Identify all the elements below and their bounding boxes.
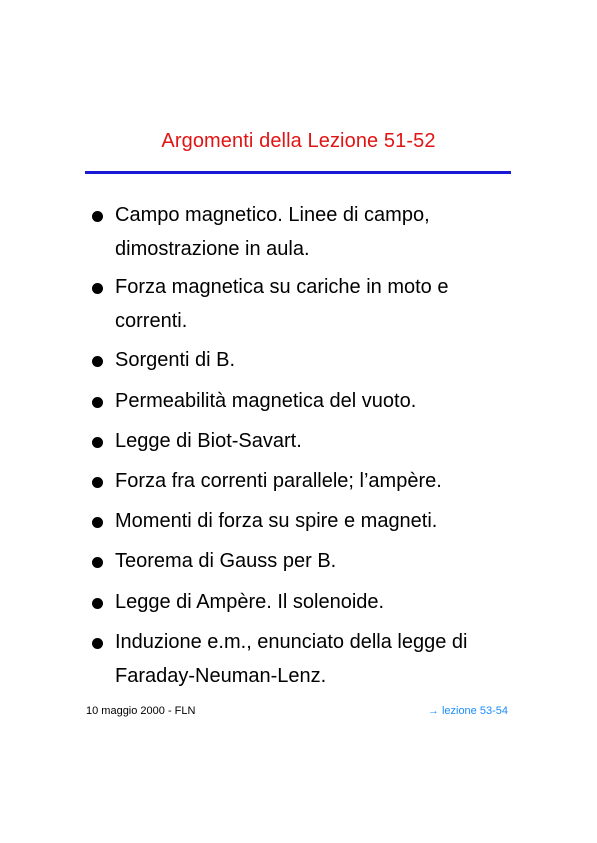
next-lesson-link[interactable] xyxy=(428,705,508,717)
bullet-icon xyxy=(92,517,103,528)
bullet-icon xyxy=(92,598,103,609)
list-item xyxy=(92,625,512,693)
bullet-icon xyxy=(92,356,103,367)
bullet-icon xyxy=(92,283,103,294)
arrow-right-icon: → xyxy=(427,705,439,717)
bullet-icon xyxy=(92,557,103,568)
list-item-text: Campo magnetico. Linee di campo, dimostrazione in aula. xyxy=(115,204,430,260)
list-item xyxy=(92,464,512,498)
list-item xyxy=(92,504,512,538)
list-item-text: Teorema di Gauss per B. xyxy=(115,550,337,572)
bullet-icon xyxy=(92,437,103,448)
list-item-text: Momenti di forza su spire e magneti. xyxy=(115,510,438,532)
list-item xyxy=(92,585,512,619)
slide-title: Argomenti della Lezione 51-52 xyxy=(161,130,436,152)
list-item xyxy=(92,198,512,266)
next-lesson-label: lezione 53-54 xyxy=(441,705,508,717)
bullet-icon xyxy=(92,477,103,488)
list-item-text: Legge di Biot-Savart. xyxy=(115,430,302,452)
list-item-text: Forza magnetica su cariche in moto e correnti. xyxy=(115,276,449,332)
bullet-icon xyxy=(92,638,103,649)
list-item xyxy=(92,544,512,578)
list-item xyxy=(92,343,512,377)
list-item xyxy=(92,424,512,458)
list-item xyxy=(92,384,512,418)
list-item-text: Forza fra correnti parallele; l’ampère. xyxy=(115,470,442,492)
list-item xyxy=(92,270,512,338)
footer-date: 10 maggio 2000 - FLN xyxy=(86,705,196,717)
list-item-text: Legge di Ampère. Il solenoide. xyxy=(115,591,385,613)
list-item-text: Induzione e.m., enunciato della legge di Faraday-Neuman-Lenz. xyxy=(115,631,468,687)
bullet-icon xyxy=(92,211,103,222)
list-item-text: Permeabilità magnetica del vuoto. xyxy=(115,390,417,412)
list-item-text: Sorgenti di B. xyxy=(115,349,236,371)
bullet-icon xyxy=(92,397,103,408)
